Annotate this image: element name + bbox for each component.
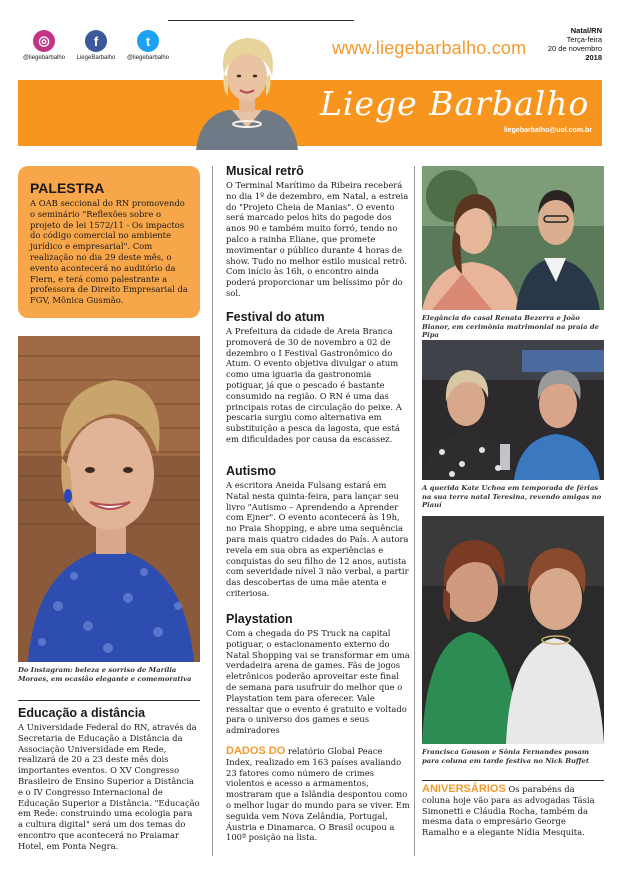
photo-marilia	[18, 336, 200, 662]
columnist-name: Liege Barbalho	[320, 84, 590, 123]
dateline-weekday: Terça-feira	[566, 35, 602, 44]
photo-casal	[422, 166, 604, 310]
musical-text: O Terminal Marítimo da Ribeira receberá no dia 1º de dezembro, em Natal, a estreia do "Projeto Cheia de Manias". O evento será marcado pelos hits do pagode dos anos 90 e também muito forró, tendo no palco a rainha Eliane, que promete movimentar o público durante 4 horas de show. Tudo no melhor estilo musical retrô. Com início às 16h, o encontro ainda poderá proporcionar um belíssimo pôr do sol.	[226, 180, 409, 298]
dados-lead: DADOS DO	[226, 745, 286, 757]
educacao-section	[18, 706, 200, 852]
photo-marilia-caption: Do Instagram: beleza e sorriso de Marília Moraes, em ocasião elegante e comemorativa	[18, 666, 192, 683]
dateline	[548, 26, 602, 62]
festival-section	[226, 310, 410, 445]
dados-text: relatório Global Peace Index, realizado em 163 países avaliando 23 fatores como número de crimes violentos e acesso a armamentos, mostraram que a Islândia despontou como o melhor lugar do mundo para se viver. Em seguida vem Nova Zelândia, Portugal, Áustria e Dinamarca. O Brasil ocupou a 100ª posição na lista.	[226, 746, 410, 843]
website-link[interactable]: www.liegebarbalho.com	[332, 38, 527, 58]
educacao-title: Educação a distância	[18, 706, 146, 720]
instagram-handle: @liegebarbalho	[22, 55, 66, 61]
twitter-icon: t	[137, 30, 159, 52]
educacao-text: A Universidade Federal do RN, através da Secretaria de Educação a Distância da Associação Universidade em Rede, realizará de 20 a 23 deste mês dois importantes eventos. O XV Congresso Brasileiro de Ensino Superior a Distância e o IV Congresso Internacional de Educação Superior a Distância. "Educação em Rede: construindo uma ecologia para a cultura digital" será um dos temas do encontro que acontecerá no Praiamar Hotel, em Ponta Negra.	[18, 722, 200, 851]
dateline-city: Natal/RN	[570, 26, 602, 35]
aniversarios-lead: ANIVERSÁRIOS	[422, 783, 506, 795]
playstation-text: Com a chegada do PS Truck na capital potiguar, o estacionamento externo do Natal Shopping vai se transformar em uma verdadeira arena de games. Fãs de jogos eletrônicos poderão aproveitar este final de semana para usufruir do melhor que o Playstation tem para oferecer. Vale ressaltar que o evento é gratuito e voltado para o universo dos games e seus admiradores	[226, 628, 410, 736]
palestra-text: A OAB seccional do RN promovendo o seminário "Reflexões sobre o projeto de lei 1572/11 - Os impactos do código comercial no ambiente jurídico e empresarial". Com realização no dia 29 deste mês, o evento acontecerá no auditório da Fiern, e terá como palestrante a professora de Direito Empresarial da FGV, Mônica Gusmão.	[30, 198, 188, 306]
social-facebook[interactable]	[68, 30, 124, 61]
musical-title: Musical retrô	[226, 164, 304, 178]
divider	[18, 700, 200, 701]
social-twitter[interactable]	[120, 30, 176, 61]
instagram-icon: ◎	[33, 30, 55, 52]
social-instagram[interactable]	[16, 30, 72, 61]
aniversarios-section	[422, 784, 604, 838]
autismo-text: A escritora Aneida Fulsang estará em Natal nesta quinta-feira, para lançar seu livro "Autismo – Aprendendo a Aprender com Ejner". O evento acontecerá às 19h, no Praia Shopping, e abre uma sequência para mais quatro cidades do País. A autora revela em sua obra as experiências e conquistas do seu filho de 12 anos, autista com severidade nível 3 não verbal, a partir das descobertas de uma mãe atenta e criteriosa.	[226, 480, 409, 598]
palestra-box	[18, 166, 200, 318]
divider	[422, 780, 604, 781]
column-rule	[414, 166, 415, 856]
top-rule	[168, 20, 354, 21]
photo-francisca	[422, 516, 604, 744]
photo-kate-caption: A querida Kate Uchoa em temporada de férias na sua terra natal Teresina, revendo amigas no Piauí	[422, 484, 602, 510]
aniversarios-text: Os parabéns da coluna hoje vão para as advogadas Tásia Simonetti e Cláudia Rocha, também da mesma data o empresário George Ramalho e a elegante Nídia Mesquita.	[422, 784, 595, 838]
dados-section	[226, 746, 410, 843]
palestra-title: PALESTRA	[30, 180, 105, 196]
facebook-icon: f	[85, 30, 107, 52]
playstation-title: Playstation	[226, 612, 293, 626]
playstation-section	[226, 612, 410, 736]
musical-section	[226, 164, 410, 299]
festival-text: A Prefeitura da cidade de Areia Branca promoverá de 30 de novembro a 02 de dezembro o I Festival Gastronômico do Atum. O evento objetiva divulgar o atum como uma iguaria da gastronomia potiguar, já que o pescado é bastante consumido na região. O RN é uma das principais rotas de circulação do peixe. A pescaria surgiu como alternativa em substituição a pesca da lagosta, que está em dificuldades por causa da escassez.	[226, 326, 402, 444]
dateline-year: 2018	[585, 53, 602, 62]
facebook-handle: LiegeBarbalho	[76, 55, 116, 61]
photo-francisca-caption: Francisca Gouson e Sônia Fernandes posam para coluna em tarde festiva no Nick Buffet	[422, 748, 590, 765]
photo-kate	[422, 340, 604, 480]
column-rule	[212, 166, 213, 856]
columnist-portrait	[188, 24, 306, 150]
autismo-section	[226, 464, 410, 599]
photo-casal-caption: Elegância do casal Renata Bezerra e João Bianor, em cerimônia matrimonial na praia de Pipa	[422, 314, 599, 340]
dateline-date: 20 de novembro	[547, 44, 602, 53]
festival-title: Festival do atum	[226, 310, 325, 324]
twitter-handle: @liegebarbalho	[126, 55, 170, 61]
autismo-title: Autismo	[226, 464, 276, 478]
columnist-email[interactable]: liegebarbalho@uol.com.br	[503, 127, 592, 134]
